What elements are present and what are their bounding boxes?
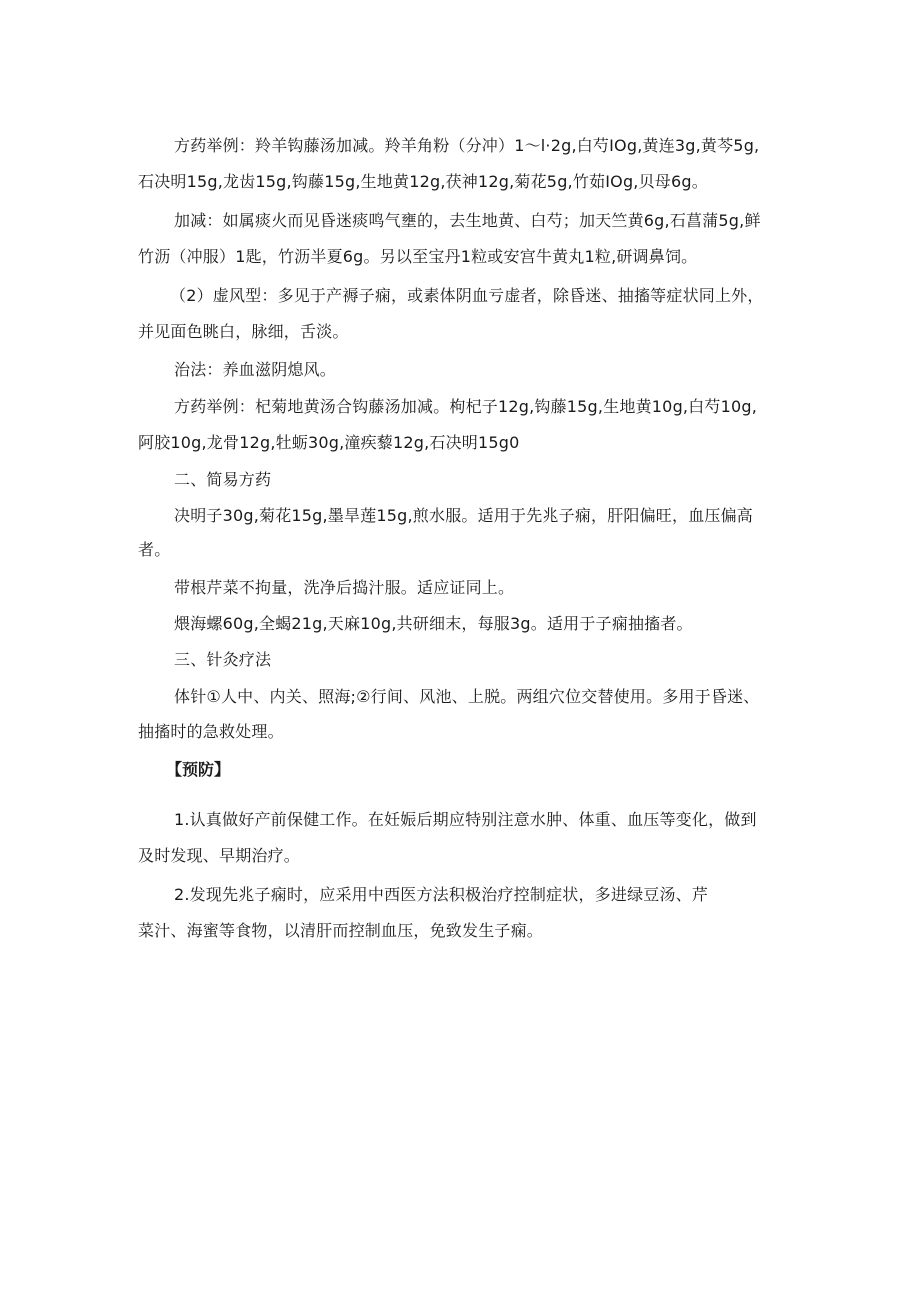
text-line: 并见面色眺白，脉细，舌淡。 [138, 322, 349, 341]
text-line: 决明子30g,菊花15g,墨旱莲15g,煎水服。适用于先兆子痫，肝阳偏旺，血压偏高 [174, 506, 754, 525]
text-line: 加减：如属痰火而见昏迷痰鸣气壅的，去生地黄、白芍；加天竺黄6g,石菖蒲5g,鲜 [174, 211, 761, 230]
text-line: 及时发现、早期治疗。 [138, 846, 301, 865]
section-heading: 二、简易方药 [174, 470, 272, 489]
text-line: 煨海螺60g,全蝎21g,天麻10g,共研细末，每服3g。适用于子痫抽搐者。 [174, 614, 693, 633]
text-line: 阿胶10g,龙骨12g,牡蛎30g,潼疾藜12g,石决明15g0 [138, 433, 520, 452]
text-line: 抽搐时的急救处理。 [138, 722, 284, 741]
text-line: 竹沥（冲服）1匙，竹沥半夏6g。另以至宝丹1粒或安宫牛黄丸1粒,研调鼻饲。 [138, 247, 698, 266]
text-line: 菜汁、海蜜等食物，以清肝而控制血压，免致发生子痫。 [138, 921, 544, 940]
text-line: 方药举例：羚羊钩藤汤加减。羚羊角粉（分冲）1～l·2g,白芍IOg,黄连3g,黄芩5g, [174, 136, 760, 155]
text-line: 者。 [138, 540, 171, 559]
text-line: 1.认真做好产前保健工作。在妊娠后期应特别注意水肿、体重、血压等变化，做到 [174, 810, 757, 829]
text-line: 石决明15g,龙齿15g,钩藤15g,生地黄12g,茯神12g,菊花5g,竹茹IOg,贝母6g。 [138, 172, 708, 191]
text-line: 带根芹菜不拘量，洗净后捣汁服。适应证同上。 [174, 578, 515, 597]
section-heading-prevention: 【预防】 [166, 760, 231, 779]
text-line: 体针①人中、内关、照海;②行间、风池、上脱。两组穴位交替使用。多用于昏迷、 [174, 687, 760, 706]
text-line: 治法：养血滋阴熄风。 [174, 360, 337, 379]
text-line: 2.发现先兆子痫时，应采用中西医方法积极治疗控制症状，多进绿豆汤、芹 [174, 885, 709, 904]
section-heading: 三、针灸疗法 [174, 650, 272, 669]
text-line: 方药举例：杞菊地黄汤合钩藤汤加减。枸杞子12g,钩藤15g,生地黄10g,白芍10g, [174, 397, 758, 416]
text-line: （2）虚风型：多见于产褥子痫，或素体阴血亏虚者，除昏迷、抽搐等症状同上外， [170, 286, 764, 305]
